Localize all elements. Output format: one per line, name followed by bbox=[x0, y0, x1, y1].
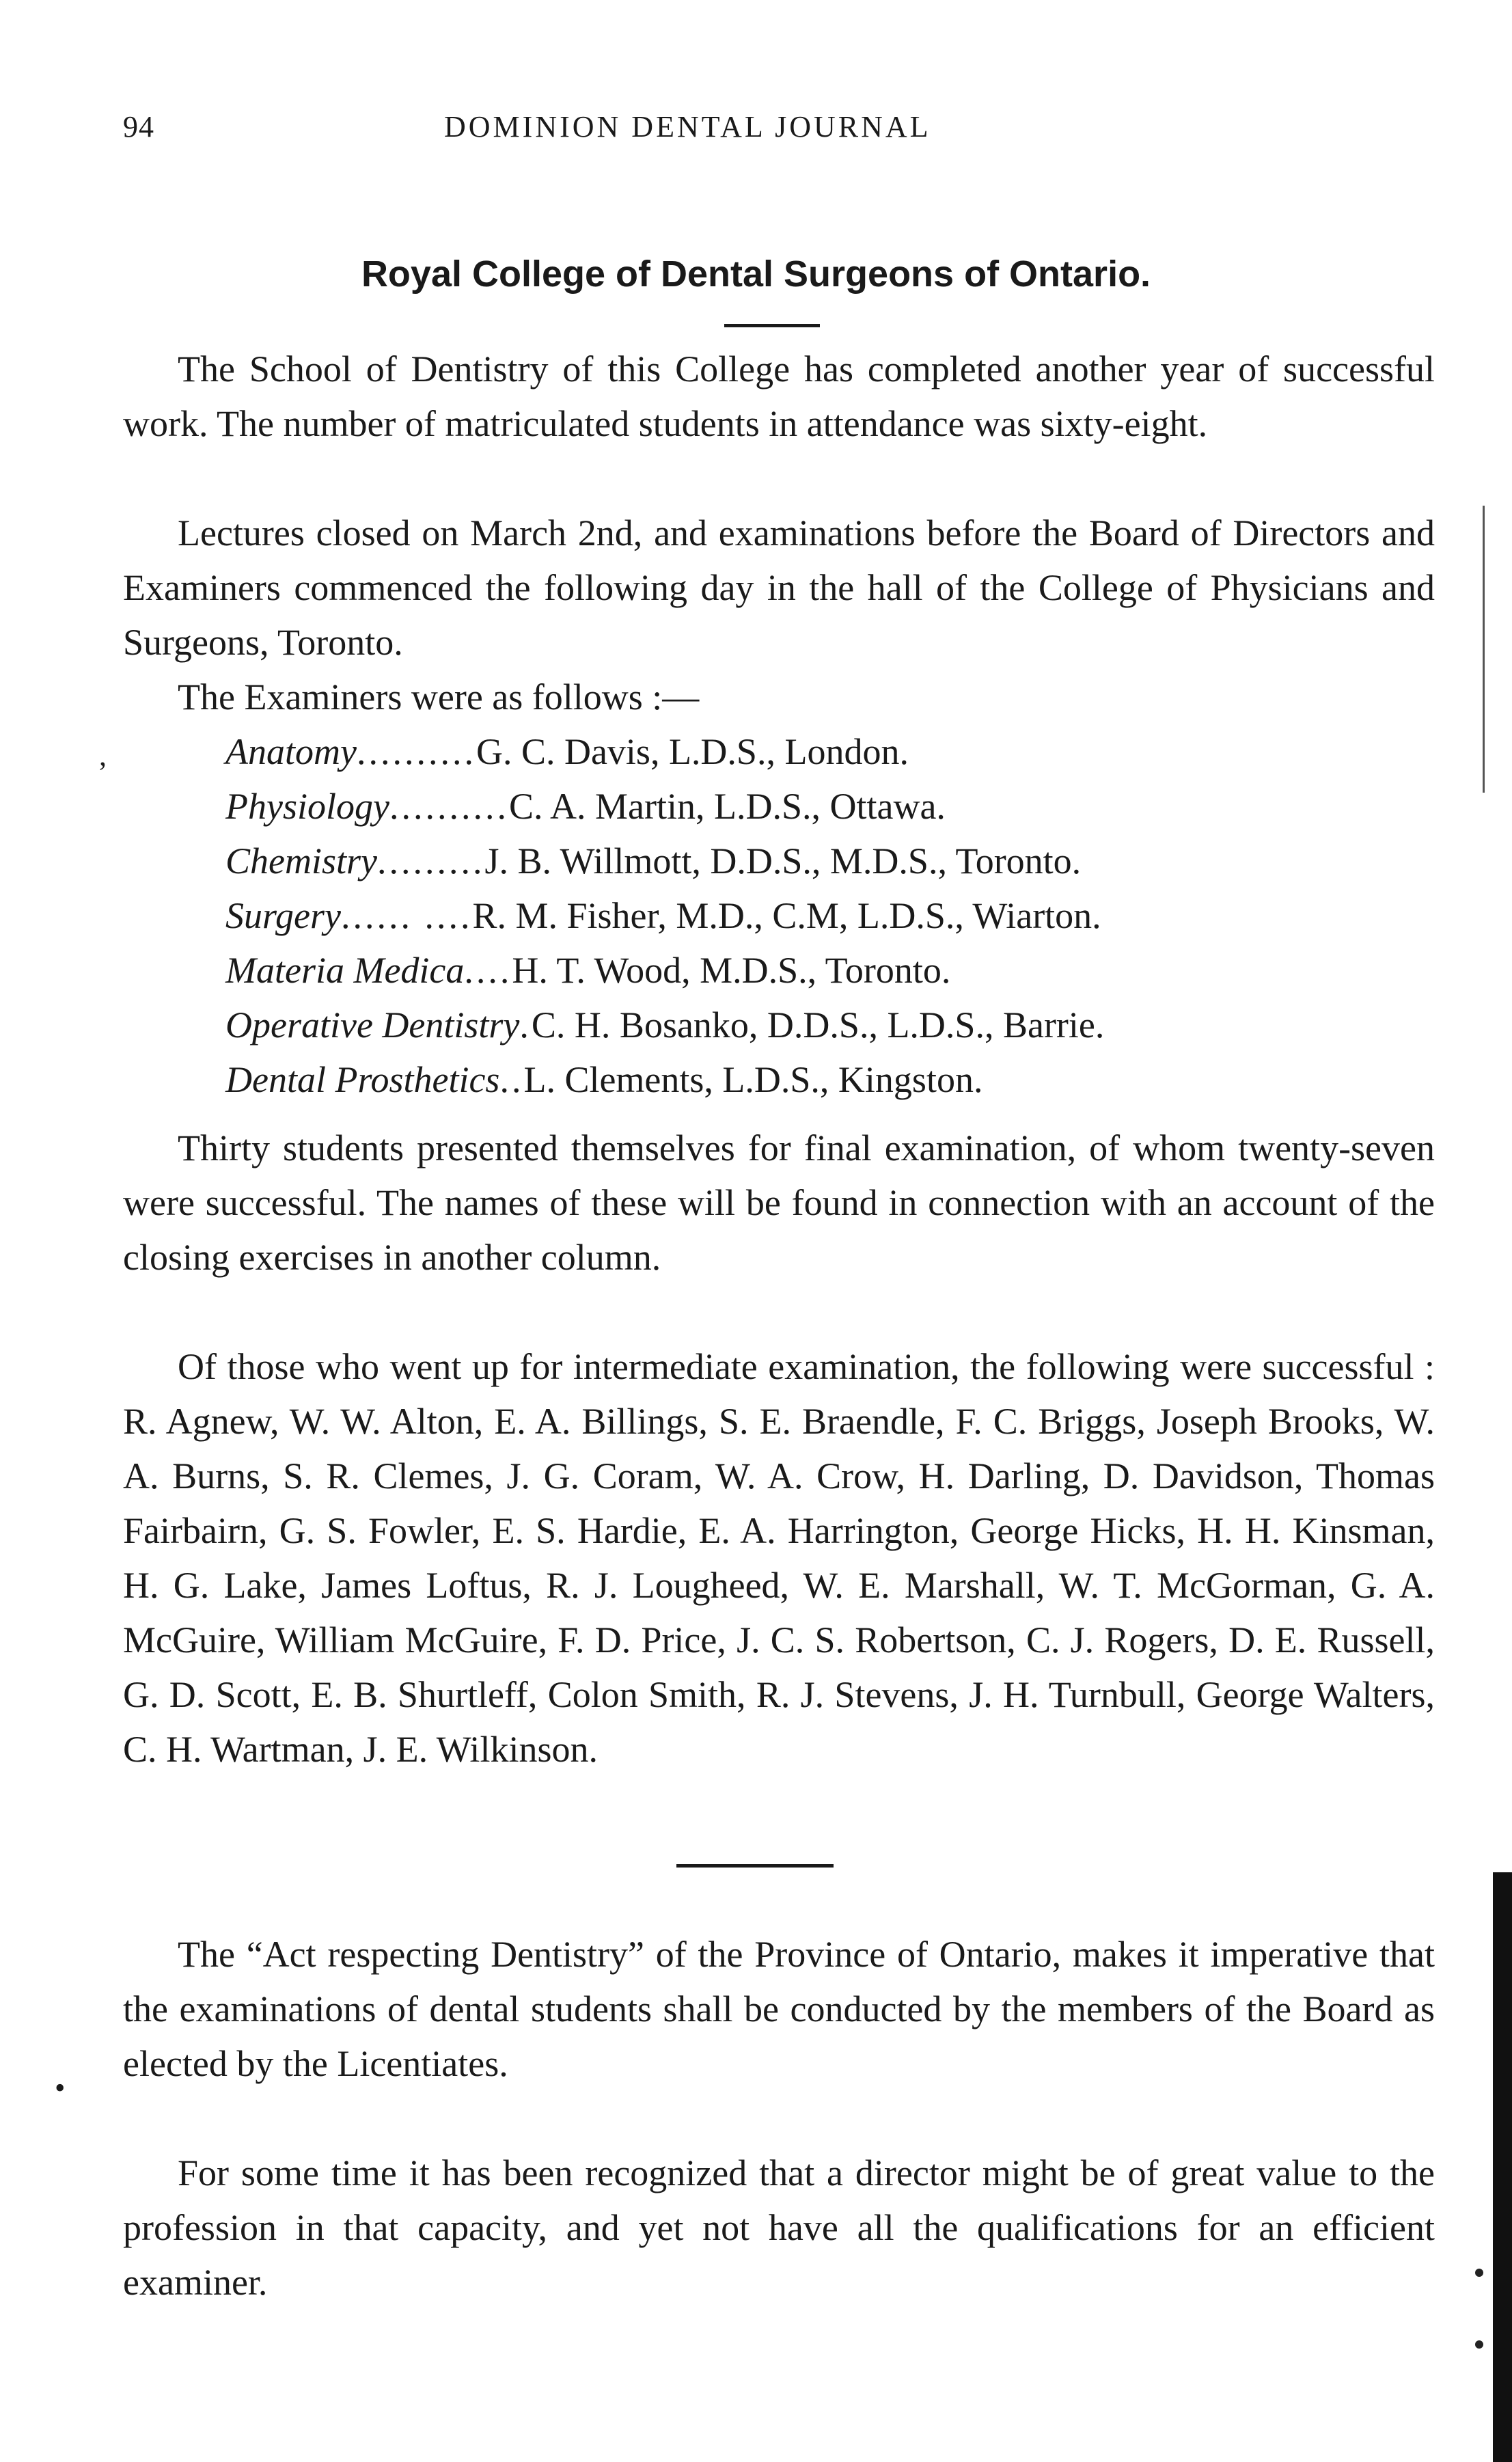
examiner-subject: Materia Medica bbox=[225, 950, 465, 991]
examiner-name: C. H. Bosanko, D.D.S., L.D.S., Barrie. bbox=[531, 1004, 1105, 1045]
scan-edge-bar bbox=[1493, 1872, 1512, 2462]
paragraph-examiners-intro: The Examiners were as follows :— bbox=[178, 676, 700, 717]
dot-leader: .......... bbox=[356, 731, 476, 772]
scan-dot bbox=[1475, 2269, 1483, 2277]
paragraph-director: For some time it has been recognized that a director might be of great value to the profession in that capacity, and yet not have all the qualifications for an efficient examiner. bbox=[123, 2152, 1435, 2303]
paragraph-lectures: Lectures closed on March 2nd, and examinations before the Board of Directors and Examiners commenced the following day in the hall of the College of Physicians and Surgeons, Toronto. bbox=[123, 512, 1435, 663]
examiner-name: G. C. Davis, L.D.S., London. bbox=[476, 731, 909, 772]
dot-leader: .. bbox=[499, 1059, 524, 1100]
scan-dot bbox=[1475, 2340, 1483, 2349]
examiner-name: R. M. Fisher, M.D., C.M, L.D.S., Wiarton. bbox=[472, 895, 1101, 936]
examiner-subject: Anatomy bbox=[225, 731, 357, 772]
paragraph-intermediate-exam: Of those who went up for intermediate examination, the following were successful : R. Agnew, W. W. Alton, E. A. Billings, S. E. Braendle, F. C. Briggs, Joseph Brooks, W. A. Burns, S. R. Clemes, J. G. Coram, W. A. Crow, H. Darling, D. Davidson, Thomas Fairbairn, G. S. Fowler, E. S. Hardie, E. A. Harrington, George Hicks, H. H. Kinsman, H. G. Lake, James Loftus, R. J. Lougheed, W. E. Marshall, W. T. McGorman, G. A. McGuire, William McGuire, F. D. Price, J. C. S. Robertson, C. J. Rogers, D. E. Russell, G. D. Scott, E. B. Shurtleff, Colon Smith, R. J. Stevens, J. H. Turnbull, George Walters, C. H. Wartman, J. E. Wilkinson. bbox=[123, 1346, 1435, 1770]
examiners-list bbox=[225, 724, 1455, 1107]
margin-line bbox=[1483, 506, 1485, 793]
paragraph-school-year: The School of Dentistry of this College has completed another year of successful work. The number of matriculated students in attendance was sixty-eight. bbox=[123, 348, 1435, 444]
examiner-row-surgery bbox=[225, 888, 1455, 943]
stray-mark: , bbox=[99, 739, 107, 772]
examiner-name: L. Clements, L.D.S., Kingston. bbox=[523, 1059, 983, 1100]
journal-title: DOMINION DENTAL JOURNAL bbox=[444, 110, 931, 143]
examiner-row-physiology bbox=[225, 779, 1455, 834]
examiner-row-materia-medica bbox=[225, 943, 1455, 998]
dot-leader: ......... bbox=[377, 840, 485, 881]
paragraph-final-exam: Thirty students presented themselves for final examination, of whom twenty-seven were successful. The names of these will be found in connection with an account of the closing exercises in another column. bbox=[123, 1127, 1435, 1278]
examiner-name: H. T. Wood, M.D.S., Toronto. bbox=[512, 950, 951, 991]
heading-rule bbox=[724, 324, 820, 327]
examiner-row-operative-dentistry bbox=[225, 998, 1455, 1052]
examiner-name: C. A. Martin, L.D.S., Ottawa. bbox=[508, 786, 946, 827]
paragraph-act-dentistry: The “Act respecting Dentistry” of the Province of Ontario, makes it imperative that the examinations of dental students shall be conducted by the members of the Board as elected by the Licentiates. bbox=[123, 1934, 1435, 2084]
examiner-row-dental-prosthetics bbox=[225, 1052, 1455, 1107]
dot-leader: .......... bbox=[389, 786, 509, 827]
examiner-subject: Chemistry bbox=[225, 840, 377, 881]
dot-leader: .... bbox=[464, 950, 512, 991]
examiner-row-anatomy bbox=[225, 724, 1455, 779]
examiner-subject: Operative Dentistry bbox=[225, 1004, 520, 1045]
article-heading: Royal College of Dental Surgeons of Ontario. bbox=[361, 254, 1151, 295]
dot-leader: . bbox=[519, 1004, 532, 1045]
examiner-subject: Surgery bbox=[225, 895, 341, 936]
stray-mark: • bbox=[55, 2071, 66, 2105]
page-number: 94 bbox=[123, 110, 154, 143]
running-head bbox=[123, 109, 1430, 150]
examiner-subject: Dental Prosthetics bbox=[225, 1059, 500, 1100]
examiner-name: J. B. Willmott, D.D.S., M.D.S., Toronto. bbox=[484, 840, 1082, 881]
examiner-subject: Physiology bbox=[225, 786, 389, 827]
examiner-row-chemistry bbox=[225, 834, 1455, 888]
dot-leader: ...... .... bbox=[340, 895, 473, 936]
section-divider bbox=[676, 1864, 834, 1868]
